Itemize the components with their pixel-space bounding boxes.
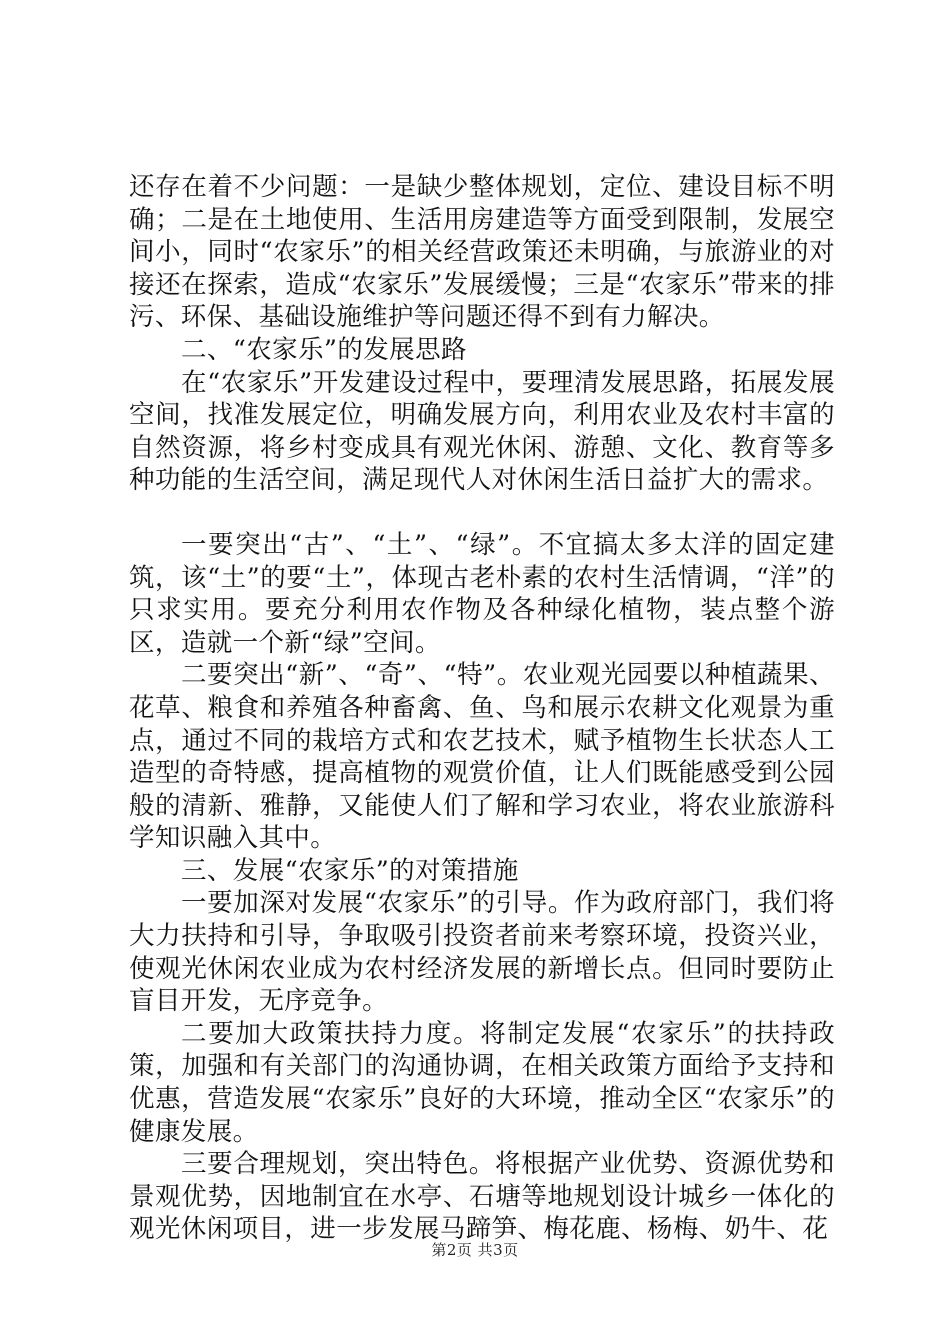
paragraph-guidance: 一要加深对发展“农家乐”的引导。作为政府部门，我们将大力扶持和引导，争取吸引投资者前来考察环境，投资兴业，使观光休闲农业成为农村经济发展的新增长点。但同时要防止盲目开发，无序竞争。 [129,888,835,1017]
paragraph-development-ideas: 在“农家乐”开发建设过程中，要理清发展思路，拓展发展空间，找准发展定位，明确发展方向，利用农业及农村丰富的自然资源，将乡村变成具有观光休闲、游憩、文化、教育等多种功能的生活空间，满足现代人对休闲生活日益扩大的需求。 [129,367,835,496]
paragraph-ancient-earth-green: 一要突出“古”、“土”、“绿”。不宜搞太多太洋的固定建筑，该“土”的要“土”，体现古老朴素的农村生活情调，“洋”的只求实用。要充分利用农作物及各种绿化植物，装点整个游区，造就一个新“绿”空间。 [129,529,835,658]
paragraph-planning-features: 三要合理规划，突出特色。将根据产业优势、资源优势和景观优势，因地制宜在水亭、石塘等地规划设计城乡一体化的观光休闲项目，进一步发展马蹄笋、梅花鹿、杨梅、奶牛、花 [129,1149,835,1245]
document-body [129,171,835,1246]
paragraph-policy-support: 二要加大政策扶持力度。将制定发展“农家乐”的扶持政策，加强和有关部门的沟通协调，在相关政策方面给予支持和优惠，营造发展“农家乐”良好的大环境，推动全区“农家乐”的健康发展。 [129,1018,835,1147]
paragraph-problems-continued: 还存在着不少问题：一是缺少整体规划，定位、建设目标不明确；二是在土地使用、生活用房建造等方面受到限制，发展空间小，同时“农家乐”的相关经营政策还未明确，与旅游业的对接还在探索，造成“农家乐”发展缓慢；三是“农家乐”带来的排污、环保、基础设施维护等问题还得不到有力解决。 [129,172,835,333]
paragraph-new-strange-special: 二要突出“新”、“奇”、“特”。农业观光园要以种植蔬果、花草、粮食和养殖各种畜禽、鱼、鸟和展示农耕文化观景为重点，通过不同的栽培方式和农艺技术，赋予植物生长状态人工造型的奇特感，提高植物的观赏价值，让人们既能感受到公园般的清新、雅静，又能使人们了解和学习农业，将农业旅游科学知识融入其中。 [129,660,835,854]
section-heading-countermeasures: 三、发展“农家乐”的对策措施 [181,855,519,886]
page-number-footer: 第2页 共3页 [431,1241,519,1259]
section-heading-development-ideas: 二、“农家乐”的发展思路 [181,334,467,365]
